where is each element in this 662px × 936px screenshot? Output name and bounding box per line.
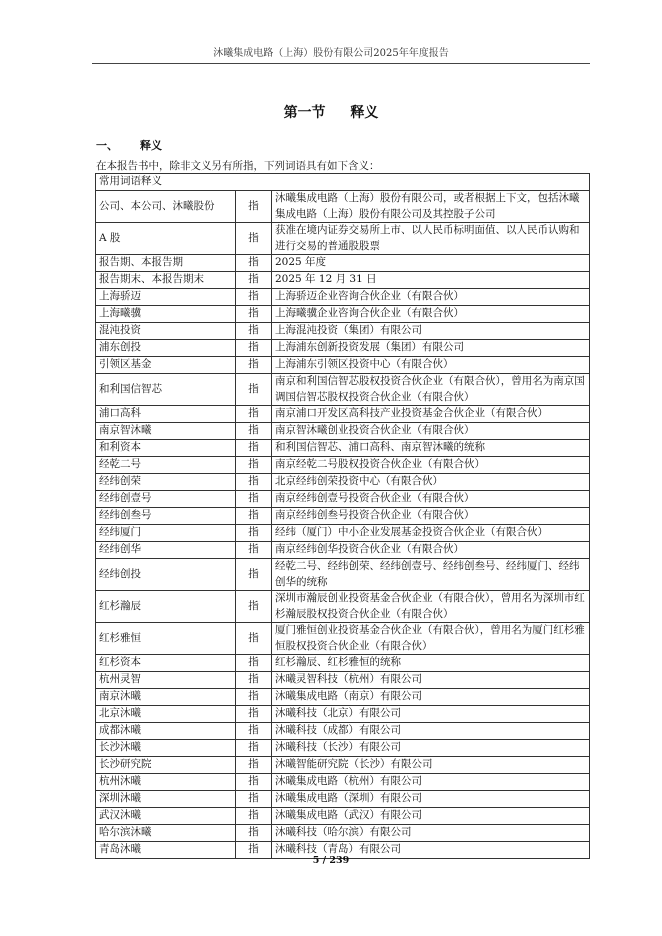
definition-cell: 厦门雅恒创业投资基金合伙企业（有限合伙），曾用名为厦门红杉雅恒股权投资合伙企业（有限合伙） xyxy=(272,623,590,655)
heading-label: 释义 xyxy=(140,139,162,152)
section-title: 第一节 释义 xyxy=(283,105,379,121)
page-header: 沐曦集成电路（上海）股份有限公司2025年年度报告 xyxy=(213,48,449,59)
table-row xyxy=(96,255,590,272)
table-row xyxy=(96,323,590,340)
term-cell: 哈尔滨沐曦 xyxy=(96,825,236,842)
ref-cell: 指 xyxy=(236,655,272,672)
ref-cell: 指 xyxy=(236,191,272,223)
term-cell: 经纬创叁号 xyxy=(96,508,236,525)
table-row xyxy=(96,774,590,791)
ref-cell: 指 xyxy=(236,474,272,491)
table-row xyxy=(96,457,590,474)
definition-cell: 经乾二号、经纬创荣、经纬创壹号、经纬创叁号、经纬厦门、经纬创华的统称 xyxy=(272,559,590,591)
table-row xyxy=(96,591,590,623)
table-row xyxy=(96,791,590,808)
definition-cell: 北京经纬创荣投资中心（有限合伙） xyxy=(272,474,590,491)
definition-cell: 南京经纬创叁号投资合伙企业（有限合伙） xyxy=(272,508,590,525)
term-cell: 成都沐曦 xyxy=(96,723,236,740)
definition-cell: 沐曦集成电路（武汉）有限公司 xyxy=(272,808,590,825)
table-row xyxy=(96,306,590,323)
ref-cell: 指 xyxy=(236,223,272,255)
table-row xyxy=(96,406,590,423)
ref-cell: 指 xyxy=(236,542,272,559)
term-cell: 经纬创壹号 xyxy=(96,491,236,508)
definition-cell: 南京智沐曦创业投资合伙企业（有限合伙） xyxy=(272,423,590,440)
ref-cell: 指 xyxy=(236,406,272,423)
term-cell: 长沙沐曦 xyxy=(96,740,236,757)
term-cell: 浦口高科 xyxy=(96,406,236,423)
page-number: 5 / 239 xyxy=(312,855,350,866)
ref-cell: 指 xyxy=(236,508,272,525)
definition-cell: 沐曦集成电路（上海）股份有限公司，或者根据上下文，包括沐曦集成电路（上海）股份有限公司及其控股子公司 xyxy=(272,191,590,223)
definition-cell: 沐曦灵智科技（杭州）有限公司 xyxy=(272,672,590,689)
term-cell: 和利资本 xyxy=(96,440,236,457)
table-row xyxy=(96,423,590,440)
table-row xyxy=(96,374,590,406)
definition-cell: 红杉瀚辰、红杉雅恒的统称 xyxy=(272,655,590,672)
definition-cell: 和利国信智芯、浦口高科、南京智沐曦的统称 xyxy=(272,440,590,457)
definition-cell: 上海浦东创新投资发展（集团）有限公司 xyxy=(272,340,590,357)
definitions-table-body xyxy=(96,174,590,859)
ref-cell: 指 xyxy=(236,740,272,757)
table-row xyxy=(96,289,590,306)
term-cell: 南京智沐曦 xyxy=(96,423,236,440)
term-cell: 上海骄迈 xyxy=(96,289,236,306)
heading-number: 一、 xyxy=(96,139,118,152)
definition-cell: 获准在境内证券交易所上市、以人民币标明面值、以人民币认购和进行交易的普通股股票 xyxy=(272,223,590,255)
table-row xyxy=(96,723,590,740)
ref-cell: 指 xyxy=(236,374,272,406)
ref-cell: 指 xyxy=(236,423,272,440)
ref-cell: 指 xyxy=(236,706,272,723)
table-row xyxy=(96,272,590,289)
ref-cell: 指 xyxy=(236,357,272,374)
term-cell: 和利国信智芯 xyxy=(96,374,236,406)
ref-cell: 指 xyxy=(236,774,272,791)
ref-cell: 指 xyxy=(236,672,272,689)
definition-cell: 沐曦集成电路（深圳）有限公司 xyxy=(272,791,590,808)
ref-cell: 指 xyxy=(236,440,272,457)
term-cell: 浦东创投 xyxy=(96,340,236,357)
definition-cell: 南京和利国信智芯股权投资合伙企业（有限合伙），曾用名为南京国调国信智芯股权投资合伙企业（有限合伙） xyxy=(272,374,590,406)
ref-cell: 指 xyxy=(236,340,272,357)
table-row xyxy=(96,357,590,374)
table-row xyxy=(96,623,590,655)
term-cell: 报告期末、本报告期末 xyxy=(96,272,236,289)
ref-cell: 指 xyxy=(236,689,272,706)
term-cell: 南京沐曦 xyxy=(96,689,236,706)
ref-cell: 指 xyxy=(236,525,272,542)
definition-cell: 沐曦科技（成都）有限公司 xyxy=(272,723,590,740)
definition-cell: 上海骄迈企业咨询合伙企业（有限合伙） xyxy=(272,289,590,306)
table-caption: 常用词语释义 xyxy=(96,174,590,191)
definition-cell: 南京浦口开发区高科技产业投资基金合伙企业（有限合伙） xyxy=(272,406,590,423)
definition-cell: 沐曦科技（北京）有限公司 xyxy=(272,706,590,723)
definition-cell: 沐曦科技（青岛）有限公司 xyxy=(272,842,590,859)
ref-cell: 指 xyxy=(236,457,272,474)
term-cell: 杭州沐曦 xyxy=(96,774,236,791)
ref-cell: 指 xyxy=(236,559,272,591)
table-row xyxy=(96,491,590,508)
definition-cell: 南京经纬创壹号投资合伙企业（有限合伙） xyxy=(272,491,590,508)
table-row xyxy=(96,706,590,723)
definition-cell: 2025 年 12 月 31 日 xyxy=(272,272,590,289)
term-cell: 武汉沐曦 xyxy=(96,808,236,825)
table-row xyxy=(96,508,590,525)
table-row xyxy=(96,808,590,825)
term-cell: 青岛沐曦 xyxy=(96,842,236,859)
term-cell: 长沙研究院 xyxy=(96,757,236,774)
ref-cell: 指 xyxy=(236,808,272,825)
definition-cell: 南京经纬创华投资合伙企业（有限合伙） xyxy=(272,542,590,559)
table-row xyxy=(96,757,590,774)
definition-cell: 上海曦骥企业咨询合伙企业（有限合伙） xyxy=(272,306,590,323)
table-row xyxy=(96,655,590,672)
term-cell: 报告期、本报告期 xyxy=(96,255,236,272)
term-cell: 经乾二号 xyxy=(96,457,236,474)
definition-cell: 沐曦集成电路（杭州）有限公司 xyxy=(272,774,590,791)
ref-cell: 指 xyxy=(236,255,272,272)
ref-cell: 指 xyxy=(236,757,272,774)
ref-cell: 指 xyxy=(236,491,272,508)
table-row xyxy=(96,223,590,255)
definition-cell: 南京经乾二号股权投资合伙企业（有限合伙） xyxy=(272,457,590,474)
ref-cell: 指 xyxy=(236,842,272,859)
table-row xyxy=(96,340,590,357)
definition-cell: 沐曦科技（长沙）有限公司 xyxy=(272,740,590,757)
term-cell: 经纬创荣 xyxy=(96,474,236,491)
term-cell: 杭州灵智 xyxy=(96,672,236,689)
table-row xyxy=(96,825,590,842)
definition-cell: 沐曦科技（哈尔滨）有限公司 xyxy=(272,825,590,842)
intro-paragraph: 在本报告书中，除非文义另有所指，下列词语具有如下含义： xyxy=(96,160,380,172)
term-cell: 红杉资本 xyxy=(96,655,236,672)
table-row xyxy=(96,689,590,706)
header-divider xyxy=(92,63,590,64)
ref-cell: 指 xyxy=(236,791,272,808)
ref-cell: 指 xyxy=(236,289,272,306)
ref-cell: 指 xyxy=(236,272,272,289)
term-cell: A 股 xyxy=(96,223,236,255)
term-cell: 红杉瀚辰 xyxy=(96,591,236,623)
ref-cell: 指 xyxy=(236,591,272,623)
table-row xyxy=(96,191,590,223)
definition-cell: 上海混沌投资（集团）有限公司 xyxy=(272,323,590,340)
term-cell: 经纬创华 xyxy=(96,542,236,559)
table-row xyxy=(96,672,590,689)
term-cell: 经纬厦门 xyxy=(96,525,236,542)
table-row xyxy=(96,474,590,491)
heading-definitions xyxy=(96,137,162,153)
table-row xyxy=(96,559,590,591)
definition-cell: 经纬（厦门）中小企业发展基金投资合伙企业（有限合伙） xyxy=(272,525,590,542)
definitions-table xyxy=(95,173,590,859)
term-cell: 混沌投资 xyxy=(96,323,236,340)
definition-cell: 深圳市瀚辰创业投资基金合伙企业（有限合伙），曾用名为深圳市红杉瀚辰股权投资合伙企业（有限合伙） xyxy=(272,591,590,623)
definition-cell: 2025 年度 xyxy=(272,255,590,272)
ref-cell: 指 xyxy=(236,825,272,842)
ref-cell: 指 xyxy=(236,306,272,323)
term-cell: 上海曦骥 xyxy=(96,306,236,323)
table-caption-row xyxy=(96,174,590,191)
definition-cell: 沐曦集成电路（南京）有限公司 xyxy=(272,689,590,706)
ref-cell: 指 xyxy=(236,623,272,655)
table-row xyxy=(96,542,590,559)
definition-cell: 沐曦智能研究院（长沙）有限公司 xyxy=(272,757,590,774)
ref-cell: 指 xyxy=(236,323,272,340)
term-cell: 深圳沐曦 xyxy=(96,791,236,808)
ref-cell: 指 xyxy=(236,723,272,740)
term-cell: 公司、本公司、沐曦股份 xyxy=(96,191,236,223)
table-row xyxy=(96,525,590,542)
term-cell: 北京沐曦 xyxy=(96,706,236,723)
term-cell: 经纬创投 xyxy=(96,559,236,591)
table-row xyxy=(96,440,590,457)
table-row xyxy=(96,740,590,757)
definition-cell: 上海浦东引领区投资中心（有限合伙） xyxy=(272,357,590,374)
term-cell: 引领区基金 xyxy=(96,357,236,374)
term-cell: 红杉雅恒 xyxy=(96,623,236,655)
